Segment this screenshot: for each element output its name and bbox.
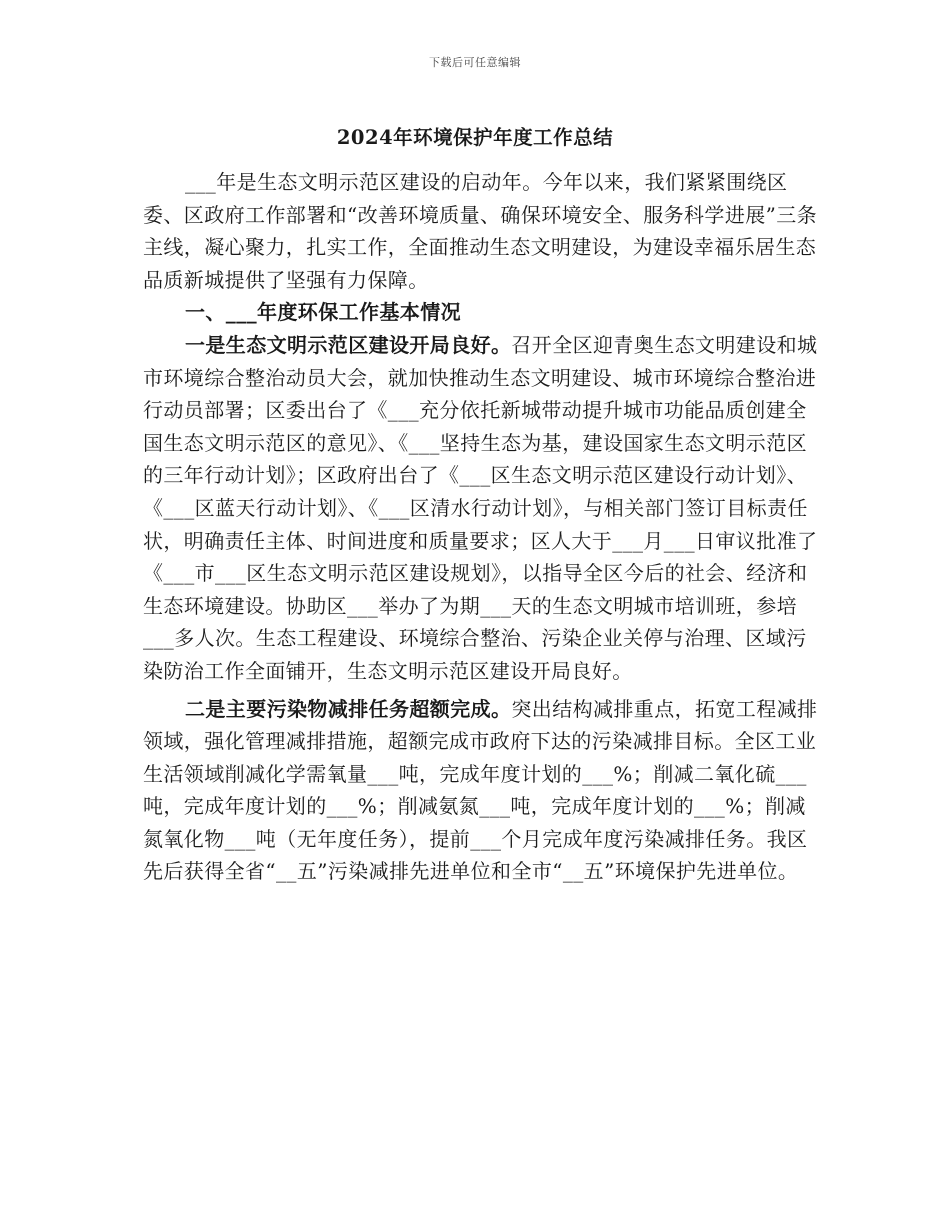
paragraph-1 (143, 329, 823, 688)
intro-paragraph: ___年是生态文明示范区建设的启动年。今年以来，我们紧紧围绕区委、区政府工作部署和“改善环境质量、确保环境安全、服务科学进展”三条主线，凝心聚力，扎实工作，全面推动生态文明建设，为建设幸福乐居生态品质新城提供了坚强有力保障。 (143, 170, 818, 292)
paragraph-2-body: 突出结构减排重点，拓宽工程减排领域，强化管理减排措施，超额完成市政府下达的污染减排目标。全区工业生活领域削减化学需氧量___吨，完成年度计划的___%；削减二氧化硫___吨，完成年度计划的___%；削减氨氮___吨，完成年度计划的___%；削减氮氧化物___吨（无年度任务），提前___个月完成年度污染减排任务。我区先后获得全省“__五”污染减排先进单位和全市“__五”环境保护先进单位。 (143, 696, 818, 884)
document-body (143, 166, 823, 888)
paragraph-2 (143, 693, 823, 889)
document-title: 2024年环境保护年度工作总结 (336, 126, 614, 149)
paragraph-1-lead: 一是生态文明示范区建设开局良好。 (185, 332, 512, 357)
section-heading: 一、___年度环保工作基本情况 (185, 300, 461, 325)
paragraph-2-lead: 二是主要污染物减排任务超额完成。 (185, 696, 512, 721)
paragraph-1-body: 召开全区迎青奥生态文明建设和城市环境综合整治动员大会，就加快推动生态文明建设、城市环境综合整治进行动员部署；区委出台了《___充分依托新城带动提升城市功能品质创建全国生态文明示范区的意见》、《___坚持生态为基，建设国家生态文明示范区的三年行动计划》；区政府出台了《___区生态文明示范区建设行动计划》、《___区蓝天行动计划》、《___区清水行动计划》，与相关部门签订目标责任状，明确责任主体、时间进度和质量要求；区人大于___月___日审议批准了《___市___区生态文明示范区建设规划》，以指导全区今后的社会、经济和生态环境建设。协助区___举办了为期___天的生态文明城市培训班，参培___多人次。生态工程建设、环境综合整治、污染企业关停与治理、区域污染防治工作全面铺开，生态文明示范区建设开局良好。 (143, 332, 818, 683)
page-header: 下载后可任意编辑 (429, 56, 521, 69)
